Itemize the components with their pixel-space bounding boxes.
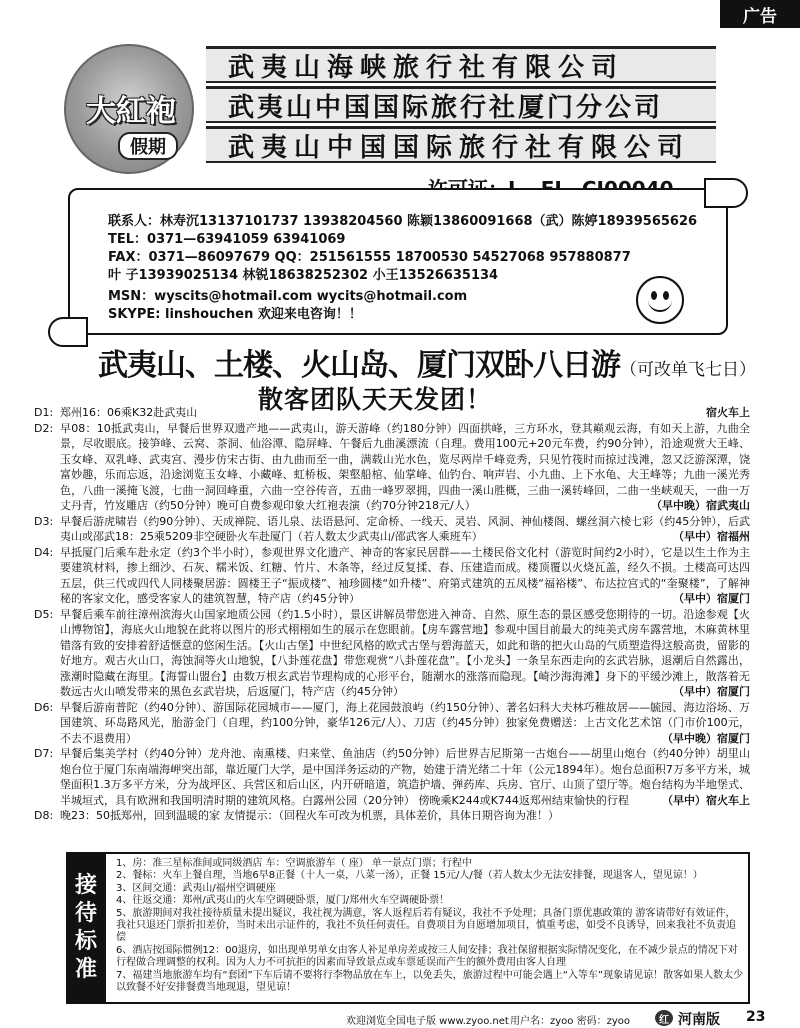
day-label: D4: [34, 545, 54, 559]
tour-title: 武夷山、土楼、火山岛、厦门双卧八日游 [98, 348, 620, 383]
standard-item: 7、福建当地旅游车均有“套团”下车后请不要将行李物品放在车上，以免丢失，旅游过程中可能会遇上“入等车”现象请见谅！散客如果人数太少以致餐不好安排餐费当地现退，望见谅！ [116, 969, 744, 994]
day-meals-lodging: 宿火车上 [702, 405, 750, 421]
itinerary-day [34, 421, 750, 514]
day-description: 早餐后游南普陀（约40分钟）、游国际花园城市——厦门，海上花园鼓浪屿（约150分钟）、著名妇科大夫林巧稚故居——毓园、海边浴场、万国建筑、环岛路风光，胎游金门（自理，约100分钟，豪华126元/人）、刀店（约45分钟）独家免费赠送：上古文化艺术馆（门市价100元，不去不退费用） [60, 700, 750, 745]
day-label: D2: [34, 421, 54, 435]
standard-item: 5、旅游期间对我社接待质量未提出疑议，我社视为满意，客人返程后若有疑议，我社不予处理；具备门票优惠政策的 游客请带好有效证件，我社只退还门票折扣差价，当时未出示证件的，我社不负任何责任。自费项目为自愿增加项目，慎重考虑，如受不良诱导，回来我社不负责追偿 [116, 907, 736, 944]
standard-item: 6、酒店按国际惯例12：00退房，如出现单男单女由客人补足单房差或按三人间安排；我社保留根据实际情况变化，在不减少景点的情况下对行程做合理调整的权利。因为人力不可抗拒的因素而导致景点或车票延误而产生的额外费用由客人自理 [116, 944, 738, 969]
standards-list [116, 858, 744, 994]
itinerary-day [34, 545, 750, 607]
day-label: D5: [34, 607, 54, 621]
day-meals-lodging: （早中）宿福州 [669, 529, 750, 545]
day-meals-lodging: （早中）宿厦门 [669, 591, 750, 607]
day-description: 早餐后乘车前往漳州滨海火山国家地质公园（约1.5小时），景区讲解员带您进入神奇、自然、原生态的景区感受您期待的一切。沿途参观【火山博物馆】，海底火山地貌在此将以图片的形式栩栩如生的展示在您眼前。【房车露营地】参观中国目前最大的纯美式房车露营地，木麻黄林里错落有致的安排着舒适惬意的悠闲生活。【火山古堡】中世纪风格的欧式古堡与碧海蓝天，如此和谐的把火山岛的气质塑造得这般高贵，留影的好地方。观古火山口，海蚀洞等火山地貌，【八卦莲花盘】带您观赏“八卦莲花盘”。【小龙头】一条呈东西走向的玄武岩脉，退潮后自然露出，涨潮时隐藏在海里。【海誓山盟台】由数万根玄武岩节理构成的心形平台，随潮水的涨落而隐现。【崎沙海海滩】身下的平缓沙滩上，散落着无数远古火山喷发带来的黑色玄武岩块，后返厦门，特产店（约45分钟） [60, 607, 750, 698]
contact-people: 联系人：林寿沉13137101737 13938204560 陈颖13860091668（武）陈婷18939565626 [108, 214, 698, 229]
footer-account: 用户名：zyoo 密码：zyoo [510, 1016, 630, 1027]
contact-tel: TEL：0371—63941059 63941069 [108, 232, 346, 247]
day-label: D8: [34, 809, 54, 822]
day-description: 早08：10抵武夷山，早餐后世界双遗产地——武夷山，游天游峰（约180分钟）四面拱峰，三方环水，登其巅观云海，有如天上游，九曲全景，尽收眼底。接笋峰、云窝、茶洞、仙浴潭、隐屏峰、午餐后九曲溪漂流（自理。费用100元+20元车费，约90分钟），沿途观赏大王峰、玉女峰、双乳峰、武夷宫、漫步仿宋古街、由九曲而至一曲，满载山光水色，览尽两岸千峰竞秀，只见竹筏时而掠过浅滩，忽又泛游深潭，饶富妙趣，乐而忘返，沿途浏览玉女峰、小藏峰、虹桥板、架壑船棺、仙掌峰、仙钓台、响声岩、小九曲、上下水龟、大王峰等；九曲一溪光秀色，八曲一溪掩飞渡，七曲一洞回峰重，六曲一空谷传音，五曲一峰罗翠拥，四曲一溪山胜概，三曲一溪转峰回，二曲一坐峡观天，一曲一万丈丹青，竹岌雕店（约50分钟）晚可自费参观印象大红袍表演（约70分钟218元/人） [60, 421, 750, 512]
day-meals-lodging: （早中晚）宿武夷山 [647, 498, 750, 514]
day-label: D1: [34, 406, 54, 419]
itinerary-day [34, 808, 750, 824]
day-meals-lodging: （早中）宿厦门 [669, 684, 750, 700]
itinerary [34, 405, 750, 824]
contact-msn: MSN：wyscits@hotmail.com wycits@hotmail.com [108, 289, 468, 304]
service-standards [66, 852, 750, 1004]
company-name-1: 武夷山海峡旅行社有限公司 [206, 46, 716, 83]
smiley-icon [636, 276, 684, 324]
day-label: D3: [34, 514, 54, 528]
day-meals-lodging: （早中晚）宿厦门 [658, 731, 750, 747]
standard-item: 3、区间交通：武夷山/福州空调硬座 [116, 882, 276, 894]
day-description: 晚23：50抵郑州，回到温暖的家 友情提示：（回程火车可改为机票，具体差价，具体日期咨询为准！） [60, 809, 559, 822]
day-description: 郑州16：06乘K32赴武夷山 [60, 406, 198, 419]
day-label: D7: [34, 747, 54, 760]
tour-title-note: （可改单飞七日） [620, 360, 756, 380]
standard-item: 2、餐标：火车上餐自理，当地6早8正餐（十人一桌，八菜一汤），正餐 15元/人/餐（若人数太少无法安排餐，现退客人，望见谅！） [116, 870, 703, 882]
scroll-curl-icon [48, 317, 88, 347]
day-meals-lodging: （早中）宿火车上 [658, 793, 750, 809]
day-description: 早餐后集美学村（约40分钟）龙舟池、南熏楼、归来堂、鱼油店（约50分钟）后世界吉尼斯第一古炮台——胡里山炮台（约40分钟）胡里山炮台位于厦门东南端海岬突出部，靠近厦门大学，是中国洋务运动的产物，始建于清光绪二十年（公元1894年）。炮台总面积7万多平方米，城堡面积1.3万多平方米，分为战坪区、兵营区和后山区，内开研暗道，筑造护墙、弹药库、兵房、官厅、山顶了望厅等。炮台结构为半地堡式、半城垣式，具有欧洲和我国明清时期的建筑风格。白露州公园（20分钟） 傍晚乘K244或K744返郑州结束愉快的行程 [60, 747, 750, 807]
company-name-3: 武夷山中国国际旅行社有限公司 [206, 126, 716, 163]
page-number: 23 [746, 1009, 766, 1025]
page-footer [0, 1008, 800, 1028]
day-description: 早餐后游虎啸岩（约90分钟）、天成禅院、语儿泉、法语悬河、定命桥、一线天、灵岩、风洞、神仙楼阁、螺丝洞六棱七彩（约45分钟），后武夷山或邵武18：25乘5209非空硬卧火车赴厦门（若人数太少武夷山/邵武客人乘班车） [60, 514, 750, 543]
scroll-curl-icon [704, 178, 748, 208]
itinerary-day [34, 746, 750, 808]
itinerary-day [34, 405, 750, 421]
contact-mobiles: 叶 子13939025134 林锐18638252302 小王13526635134 [108, 268, 499, 283]
itinerary-day [34, 607, 750, 700]
itinerary-day [34, 700, 750, 747]
contact-skype: SKYPE: linshouchen 欢迎来电咨询！！ [108, 307, 362, 322]
standard-item: 4、往返交通：郑州/武夷山的火车空调硬卧票，厦门/郑州火车空调硬卧票！ [116, 895, 450, 907]
tour-headline [98, 340, 756, 384]
itinerary-day [34, 514, 750, 545]
company-name-2: 武夷山中国国际旅行社厦门分公司 [206, 86, 716, 123]
logo-main-text: 大紅袍 [86, 94, 176, 129]
standards-badge: 接 待 标 准 [66, 852, 106, 1004]
tour-subhead: 散客团队天天发团！ [258, 385, 493, 414]
footer-logo-icon: 红 [655, 1010, 673, 1026]
contact-fax-qq: FAX：0371—86097679 QQ：251561555 18700530 54527068 957880877 [108, 250, 631, 265]
logo-sub-text: 假期 [118, 132, 178, 160]
brand-logo [64, 44, 194, 174]
ad-tag: 广告 [720, 0, 800, 28]
standard-item: 1、房：准三星标准间或同级酒店 车：空调旅游车（ 座） 单一景点门票；行程中 [116, 858, 472, 869]
contact-scroll [68, 188, 728, 335]
footer-website[interactable]: 欢迎浏览全国电子版 www.zyoo.net [346, 1016, 509, 1027]
footer-edition: 河南版 [678, 1012, 720, 1028]
day-description: 早抵厦门后乘车赴永定（约3个半小时），参观世界文化遗产、神奇的客家民居群——土楼民俗文化村（游览时间约2小时），它是以生土作为主要建筑材料，掺上细沙、石灰、糯米饭、红糖、竹片、木条等，经过反复揉、春、压建造而成。楼顶覆以火烧瓦盖，经久不损。土楼高可达四五层，供三代或四代人同楼聚居游：圆楼王子“振成楼”、袖珍圆楼“如升楼”、府第式建筑的五凤楼“福裕楼”、布达拉宫式的“奎聚楼”，了解神秘的客家文化，感受客家人的建筑智慧，特产店（约45分钟） [60, 545, 750, 605]
day-label: D6: [34, 700, 54, 714]
